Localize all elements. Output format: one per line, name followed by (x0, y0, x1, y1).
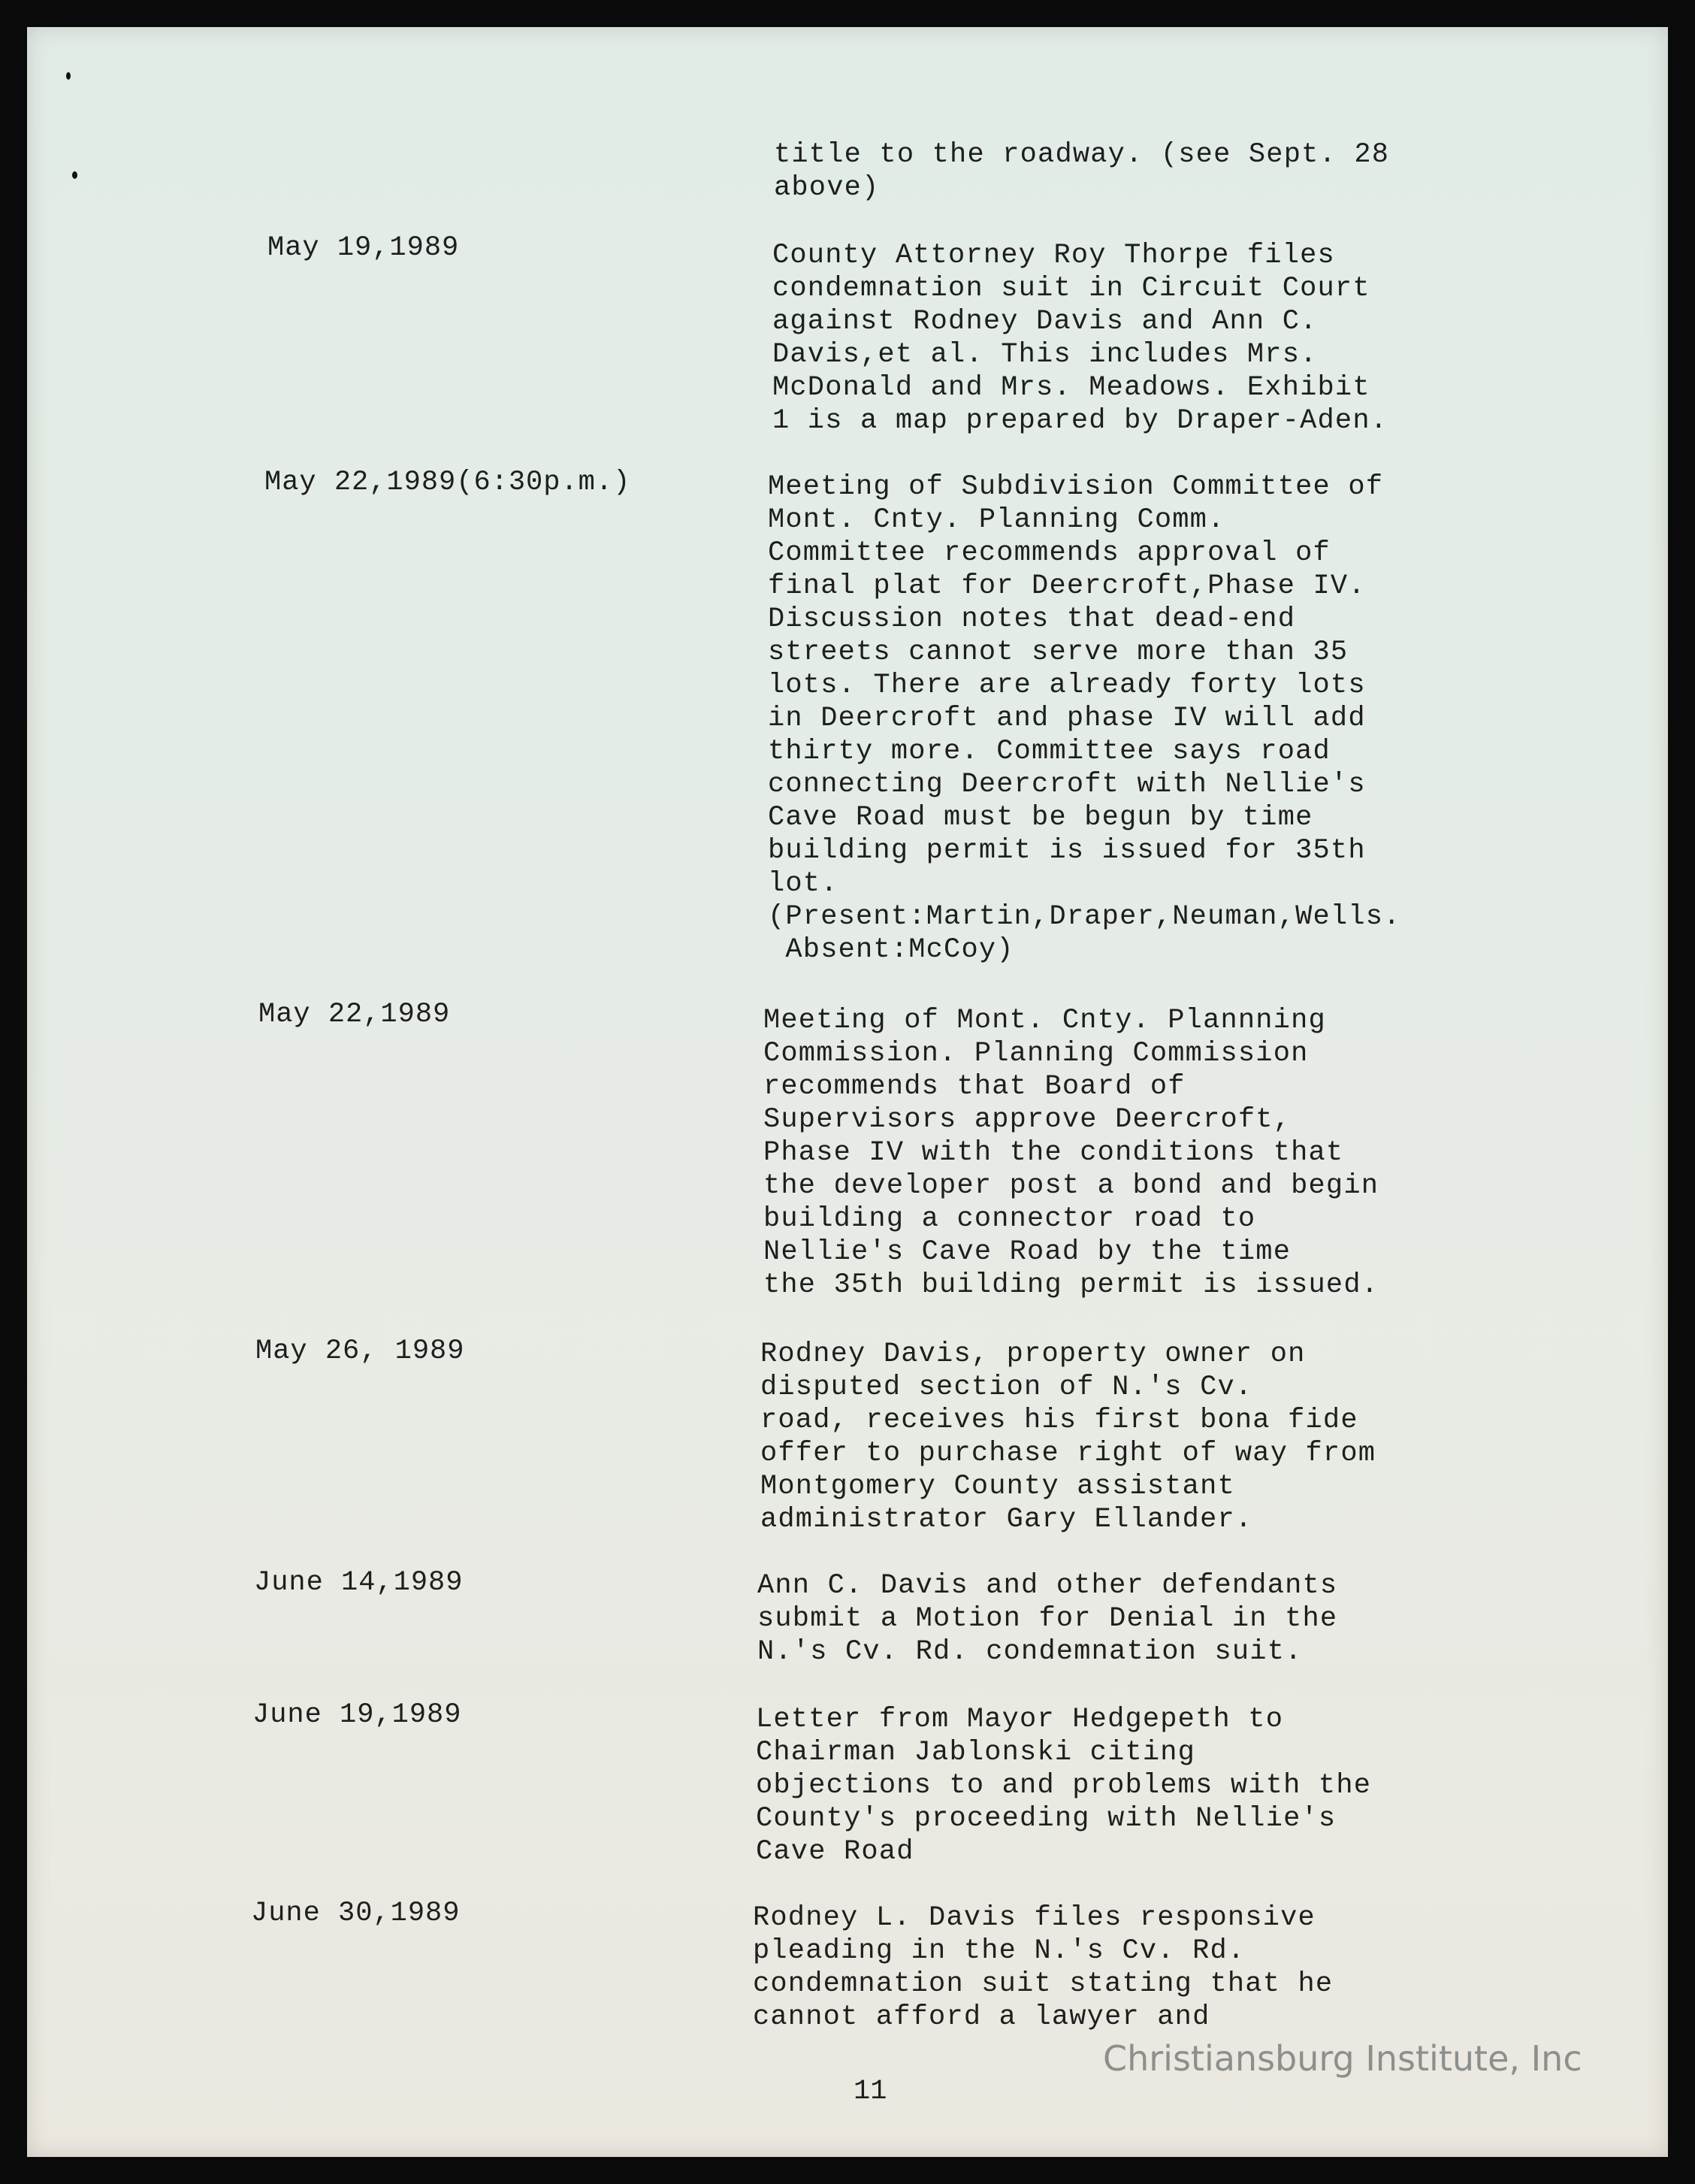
entry-line: condemnation suit in Circuit Court (772, 273, 1370, 304)
entry-line: Commission. Planning Commission (763, 1038, 1309, 1069)
entry-line: Phase IV with the conditions that (763, 1137, 1344, 1169)
entry-date: June 14,1989 (254, 1567, 464, 1599)
entry-line: condemnation suit stating that he (753, 1968, 1334, 2000)
entry-description (753, 1901, 1333, 2034)
entry-line: Meeting of Mont. Cnty. Plannning (763, 1005, 1326, 1036)
entry-line: building permit is issued for 35th (768, 835, 1366, 867)
entry-description (757, 1569, 1337, 1668)
watermark-text: Christiansburg Institute, Inc (1103, 2038, 1582, 2079)
entry-line: the developer post a bond and begin (763, 1170, 1379, 1202)
entry-line: lots. There are already forty lots (768, 670, 1366, 701)
pinhole-mark-top (66, 72, 71, 80)
entry-line: objections to and problems with the (756, 1770, 1372, 1801)
entry-line: submit a Motion for Denial in the (757, 1603, 1338, 1635)
entry-line: McDonald and Mrs. Meadows. Exhibit (772, 372, 1370, 404)
entry-line: streets cannot serve more than 35 (768, 637, 1349, 668)
entry-line: final plat for Deercroft,Phase IV. (768, 570, 1366, 602)
entry-date: May 22,1989 (258, 999, 451, 1030)
intro-line: title to the roadway. (see Sept. 28 (774, 139, 1390, 171)
entry-line: recommends that Board of (763, 1071, 1186, 1103)
entry-line: Rodney L. Davis files responsive (753, 1902, 1316, 1934)
entry-description (763, 1004, 1379, 1302)
entry-line: disputed section of N.'s Cv. (760, 1372, 1253, 1403)
entry-description (760, 1338, 1376, 1536)
entry-line: Discussion notes that dead-end (768, 603, 1296, 635)
entry-line: Cave Road (756, 1836, 914, 1868)
entry-line: building a connector road to (763, 1203, 1256, 1235)
pinhole-mark-middle (72, 171, 77, 179)
entry-line: County's proceeding with Nellie's (756, 1803, 1337, 1835)
entry-line: in Deercroft and phase IV will add (768, 703, 1366, 734)
document-page (27, 27, 1668, 2157)
entry-line: Chairman Jablonski citing (756, 1737, 1196, 1768)
entry-line: offer to purchase right of way from (760, 1438, 1376, 1469)
entry-line: Mont. Cnty. Planning Comm. (768, 504, 1225, 536)
entry-description (768, 470, 1401, 966)
page-number: 11 (854, 2076, 887, 2107)
intro-line: above) (774, 172, 880, 204)
entry-line: Montgomery County assistant (760, 1471, 1235, 1502)
entry-line: pleading in the N.'s Cv. Rd. (753, 1935, 1246, 1967)
entry-date: May 22,1989(6:30p.m.) (264, 467, 631, 498)
entry-line: Ann C. Davis and other defendants (757, 1570, 1338, 1602)
entry-line: administrator Gary Ellander. (760, 1504, 1253, 1535)
entry-line: the 35th building permit is issued. (763, 1269, 1379, 1301)
entry-line: thirty more. Committee says road (768, 736, 1331, 767)
entry-line: N.'s Cv. Rd. condemnation suit. (757, 1636, 1303, 1668)
entry-description (772, 239, 1388, 437)
entry-line: road, receives his first bona fide (760, 1405, 1358, 1436)
entry-line: Nellie's Cave Road by the time (763, 1236, 1292, 1268)
entry-date: May 26, 1989 (255, 1336, 465, 1367)
entry-line: Supervisors approve Deercroft, (763, 1104, 1292, 1136)
entry-date: June 30,1989 (251, 1898, 461, 1929)
entry-line: Meeting of Subdivision Committee of (768, 471, 1384, 503)
entry-line: against Rodney Davis and Ann C. (772, 306, 1318, 337)
entry-description (756, 1703, 1371, 1868)
entry-line: Davis,et al. This includes Mrs. (772, 339, 1318, 371)
entry-line: Letter from Mayor Hedgepeth to (756, 1704, 1284, 1735)
entry-line: (Present:Martin,Draper,Neuman,Wells. (768, 901, 1401, 933)
entry-line: cannot afford a lawyer and (753, 2001, 1210, 2033)
entry-line: connecting Deercroft with Nellie's (768, 769, 1366, 800)
entry-line: Cave Road must be begun by time (768, 802, 1313, 833)
entry-line: County Attorney Roy Thorpe files (772, 240, 1335, 271)
entry-date: June 19,1989 (252, 1699, 462, 1731)
entry-line: lot. (768, 868, 838, 900)
entry-line: Absent:McCoy) (768, 934, 1014, 966)
entry-line: Rodney Davis, property owner on (760, 1339, 1306, 1370)
entry-date: May 19,1989 (267, 232, 460, 264)
entry-line: Committee recommends approval of (768, 537, 1331, 569)
intro-text (774, 138, 1389, 204)
entry-line: 1 is a map prepared by Draper-Aden. (772, 405, 1388, 437)
